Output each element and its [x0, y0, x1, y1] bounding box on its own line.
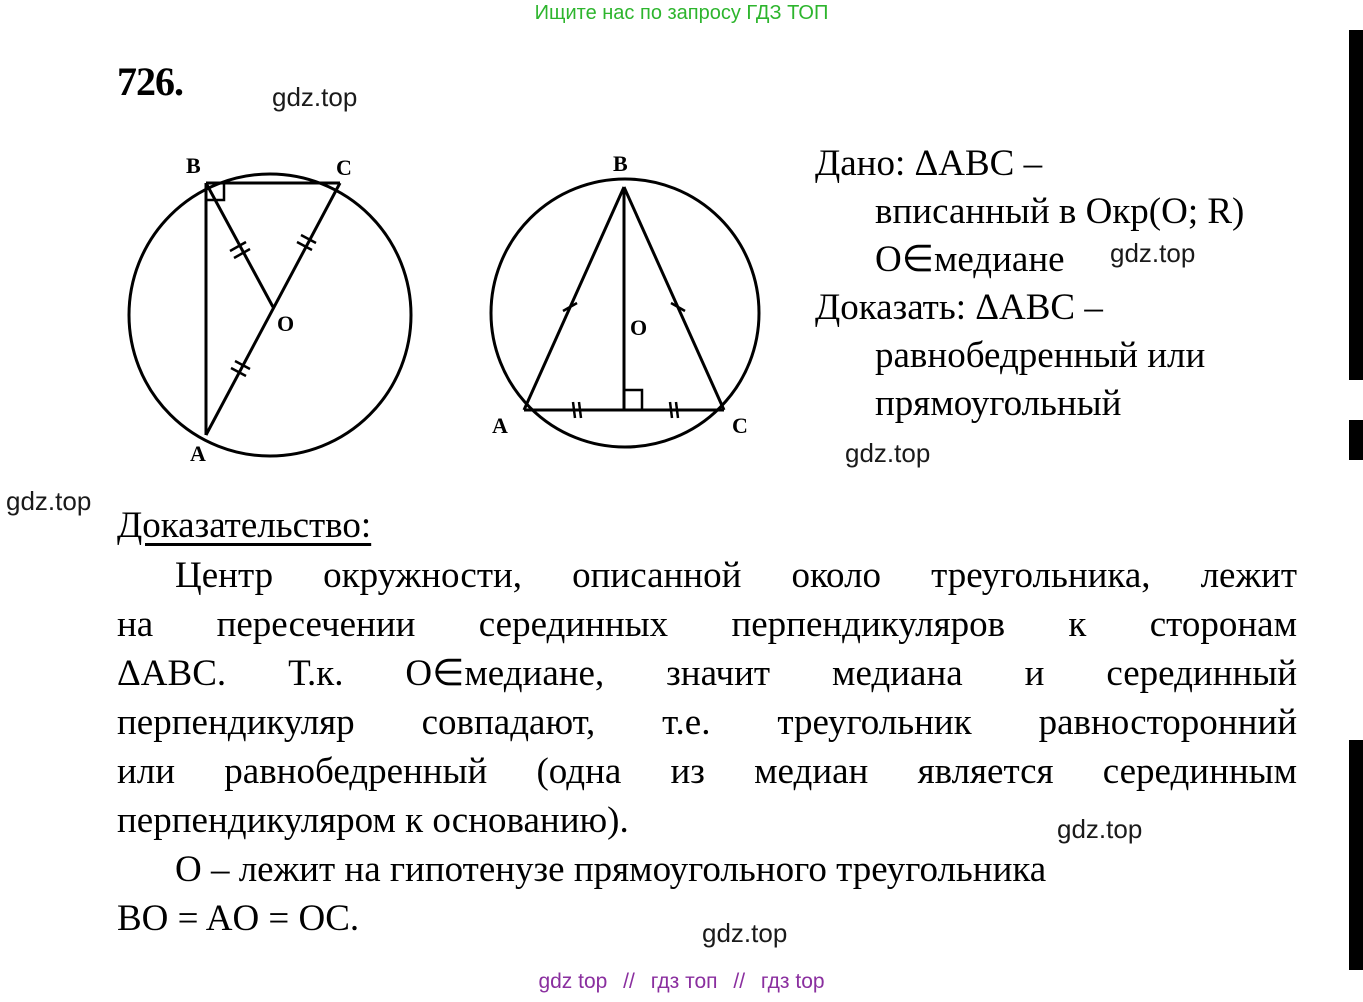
segment-bc: [624, 187, 724, 410]
watermark: gdz.top: [272, 82, 358, 112]
given-block: [815, 140, 1244, 428]
right-angle-mark: [624, 390, 642, 410]
given-line: O∈медиане: [875, 239, 1065, 280]
proof-body: [117, 551, 1297, 943]
label-c: C: [732, 413, 748, 438]
label-b: B: [613, 151, 628, 176]
footer-link-gdz-top-mixed[interactable]: гдз top: [760, 970, 825, 993]
proof-heading: Доказательство:: [117, 505, 372, 546]
proof-line: BO = AO = OC.: [117, 898, 360, 939]
footer-separator: //: [733, 970, 746, 993]
label-a: A: [492, 413, 508, 438]
proof-line: O – лежит на гипотенузе прямоугольного треугольника: [175, 849, 1047, 890]
proof-line: или равнобедренный (одна из медиан является серединным: [117, 751, 1297, 792]
watermark: gdz.top: [1110, 238, 1196, 268]
proof-line: ΔABC. Т.к. O∈медиане, значит медиана и серединный: [117, 653, 1297, 694]
label-o: O: [630, 315, 648, 340]
label-o: O: [277, 311, 295, 336]
label-b: B: [186, 153, 201, 178]
scan-edge-bar: [1349, 30, 1363, 970]
segment-ba: [524, 187, 624, 410]
given-line: Дано: ΔABC –: [815, 143, 1043, 184]
watermark: gdz.top: [6, 486, 92, 516]
figure-right-triangle: [120, 145, 430, 475]
footer-links: [0, 970, 1363, 994]
prove-line: равнобедренный или: [875, 335, 1206, 376]
label-c: C: [336, 155, 352, 180]
watermark: gdz.top: [1057, 814, 1143, 844]
proof-line: Центр окружности, описанной около треугольника, лежит: [175, 555, 1297, 596]
watermark: gdz.top: [702, 918, 788, 948]
problem-number: 726.: [117, 59, 183, 104]
top-banner: Ищите нас по запросу ГДЗ ТОП: [534, 2, 829, 24]
proof-line: перпендикуляр совпадают, т.е. треугольник равносторонний: [117, 702, 1297, 743]
watermark: gdz.top: [845, 438, 931, 468]
figure-isosceles-triangle: [480, 145, 800, 475]
prove-line: Доказать: ΔABC –: [815, 287, 1103, 328]
label-a: A: [190, 441, 206, 466]
proof-line: на пересечении серединных перпендикуляров к сторонам: [117, 604, 1297, 645]
given-line: вписанный в Окр(O; R): [875, 191, 1245, 232]
prove-line: прямоугольный: [875, 383, 1122, 424]
footer-link-gdz-top-ru[interactable]: гдз топ: [650, 970, 718, 993]
proof-line: перпендикуляром к основанию).: [117, 800, 629, 841]
footer-link-gdz-top[interactable]: gdz top: [538, 970, 608, 993]
footer-separator: //: [623, 970, 635, 993]
